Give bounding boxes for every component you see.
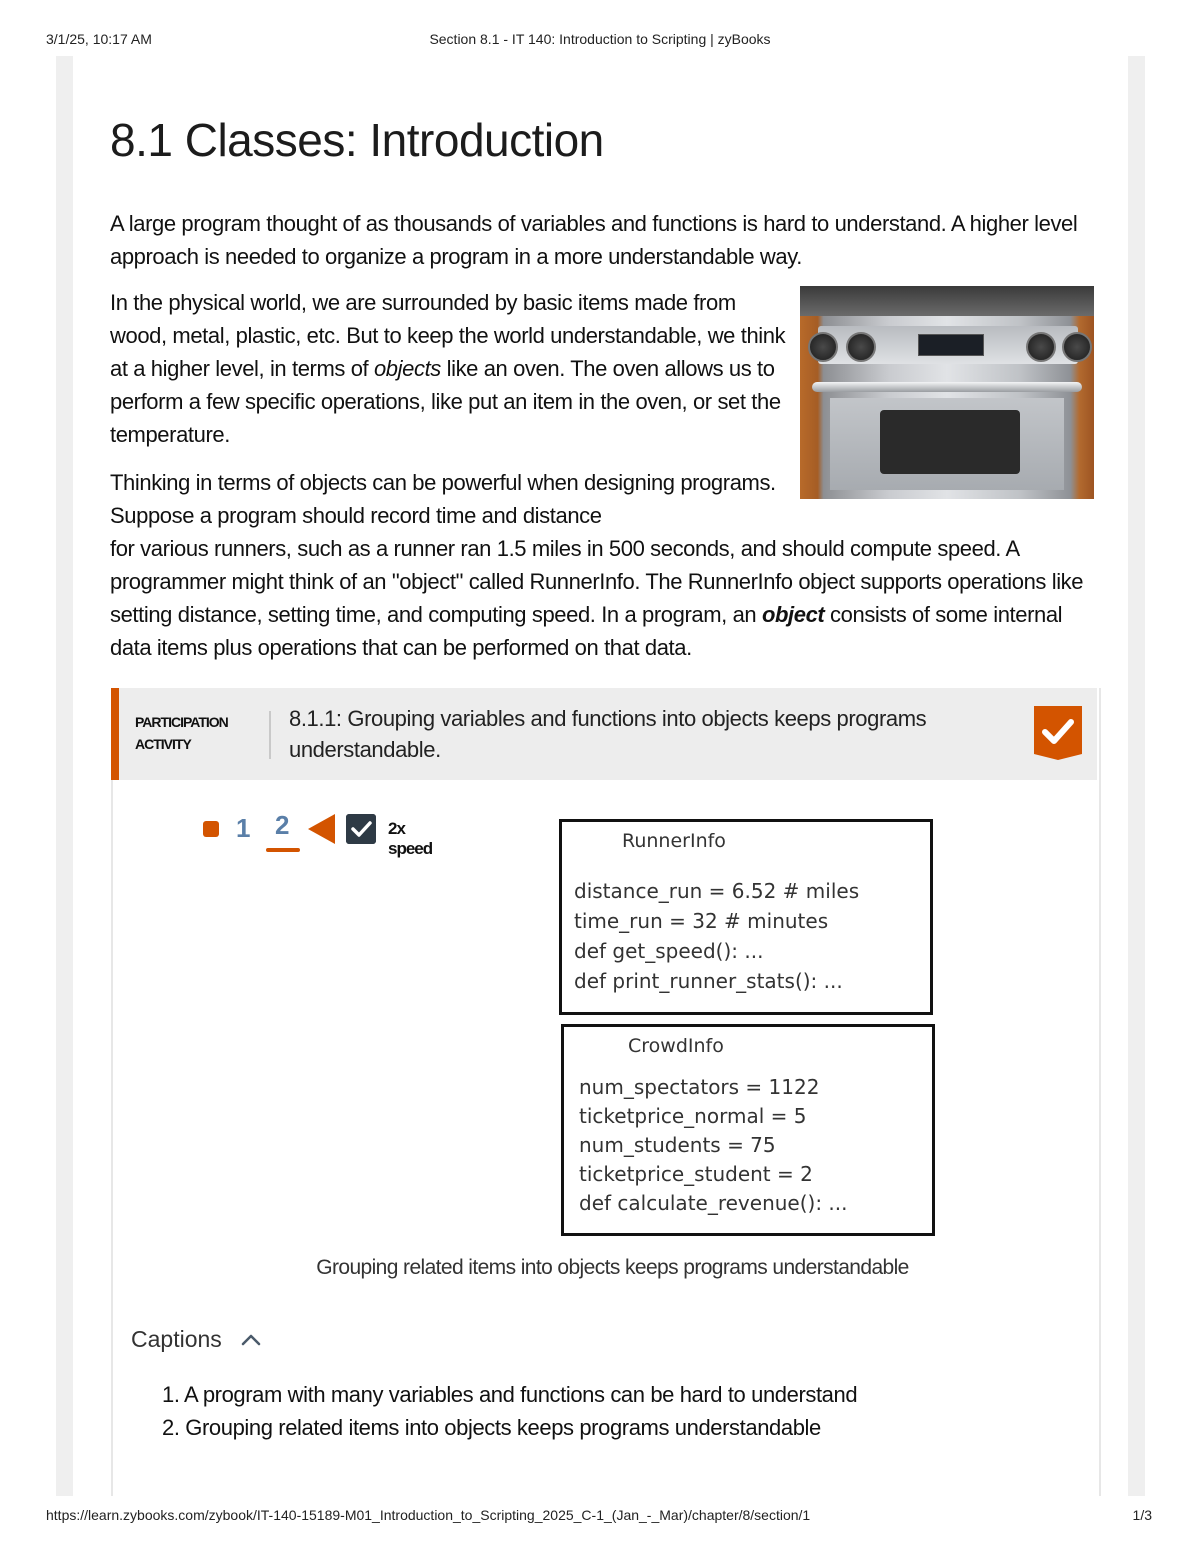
object-term: object [761, 602, 825, 627]
object-member: num_students = 75 [579, 1133, 776, 1157]
current-step-indicator [266, 848, 300, 852]
object-name: CrowdInfo [628, 1035, 724, 1057]
objects-paragraph: Thinking in terms of objects can be powerful when designing programs. Suppose a program should record time and distance [110, 470, 776, 528]
object-member: ticketprice_normal = 5 [579, 1104, 807, 1128]
runnerinfo-object-box [559, 819, 933, 1015]
text-span: like an oven. The oven allows us to perform a few specific operations, like put an item in the oven, or set the temperature. [110, 356, 781, 447]
speed-checkbox[interactable] [346, 814, 376, 844]
activity-accent-bar [111, 688, 119, 780]
print-date: 3/1/25, 10:17 AM [46, 31, 152, 47]
print-page-number: 1/3 [1132, 1507, 1152, 1523]
step-2-button[interactable]: 2 [275, 810, 290, 840]
text-span: In the physical world, we are surrounded by basic items made from wood, metal, plastic, etc. But to keep the world understandable, we think at a higher level, in terms of [110, 290, 786, 381]
activity-title: 8.1.1: Grouping variables and functions into objects keeps programs understandable. [289, 706, 927, 762]
activity-label-line2: ACTIVITY [135, 736, 191, 752]
speed-label: 2x speed [388, 819, 433, 858]
page-gutter-left [56, 56, 73, 1496]
activity-label-line1: PARTICIPATION [135, 714, 228, 730]
object-member: def print_runner_stats(): ... [574, 969, 843, 993]
text-span: consists of some internal data items plus operations that can be performed on that data. [110, 602, 1063, 660]
stop-icon[interactable] [203, 821, 219, 837]
crowdinfo-object-box [561, 1024, 935, 1236]
object-name: RunnerInfo [622, 830, 726, 852]
physical-world-paragraph [110, 286, 790, 451]
object-member: time_run = 32 # minutes [574, 909, 829, 933]
step-1-button[interactable]: 1 [236, 813, 251, 843]
caption-item: 1. A program with many variables and functions can be hard to understand [162, 1382, 858, 1407]
object-member: ticketprice_student = 2 [579, 1162, 813, 1186]
print-header [0, 31, 1200, 49]
captions-toggle[interactable]: Captions [131, 1326, 222, 1352]
object-member: num_spectators = 1122 [579, 1075, 820, 1099]
completion-check-icon [1034, 706, 1082, 760]
activity-type-label [135, 711, 228, 755]
print-page-title: Section 8.1 - IT 140: Introduction to Scripting | zyBooks [429, 31, 771, 47]
captions-list [162, 1378, 857, 1444]
oven-photo [800, 286, 1094, 499]
object-member: def calculate_revenue(): ... [579, 1191, 848, 1215]
caption-item: 2. Grouping related items into objects keeps programs understandable [162, 1415, 821, 1440]
section-title: 8.1 Classes: Introduction [110, 114, 604, 166]
objects-emphasis: objects [373, 356, 441, 381]
object-member: distance_run = 6.52 # miles [574, 879, 860, 903]
animation-caption: Grouping related items into objects keeps programs understandable [316, 1256, 909, 1279]
intro-paragraph: A large program thought of as thousands of variables and functions is hard to understand. A higher level approach is needed to organize a program in a more understandable way. [110, 211, 1078, 269]
back-arrow-icon[interactable] [308, 814, 335, 844]
page-gutter-right [1128, 56, 1145, 1496]
runnerinfo-paragraph [110, 532, 1100, 664]
chevron-up-icon[interactable] [240, 1330, 262, 1350]
text-span: for various runners, such as a runner ran 1.5 miles in 500 seconds, and should compute speed. A programmer might think of an "object" called RunnerInfo. The RunnerInfo object supports operations like setting distance, setting time, and computing speed. In a program, an [110, 536, 1084, 627]
print-url: https://learn.zybooks.com/zybook/IT-140-15189-M01_Introduction_to_Scripting_2025_C-1_(Jan_-_Mar)/chapter/8/section/1 [46, 1507, 811, 1523]
object-member: def get_speed(): ... [574, 939, 764, 963]
header-divider [269, 711, 271, 759]
